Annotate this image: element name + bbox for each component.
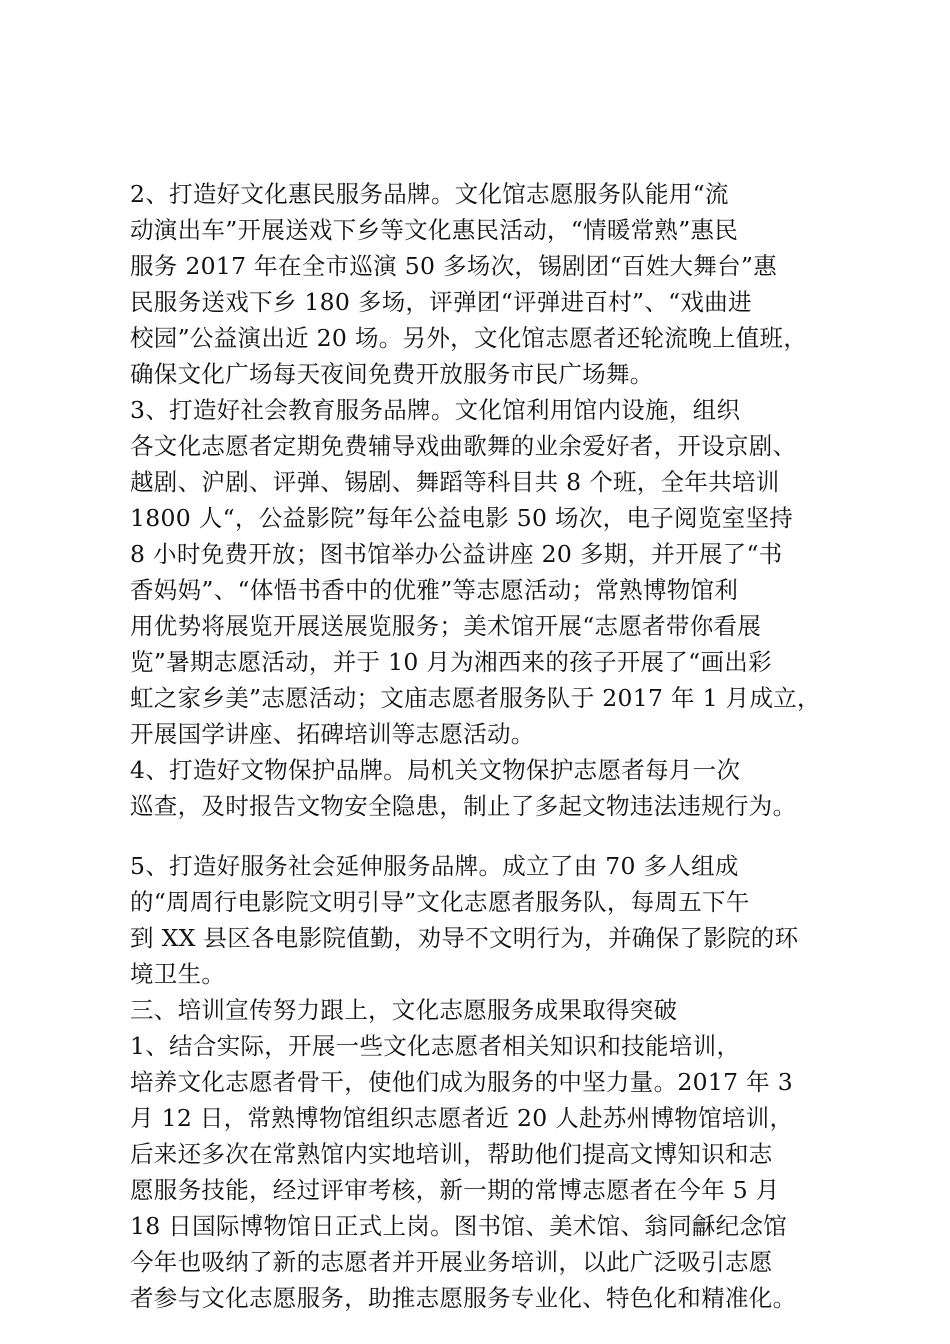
body-text-line: 的“周周行电影院文明引导”文化志愿者服务队，每周五下午 xyxy=(130,888,750,916)
body-text-line: 越剧、沪剧、评弹、锡剧、舞蹈等科目共 8 个班，全年共培训 xyxy=(130,468,780,496)
body-text-line: 8 小时免费开放；图书馆举办公益讲座 20 多期，并开展了“书 xyxy=(130,540,783,568)
body-text-line: 巡查，及时报告文物安全隐患，制止了多起文物违法违规行为。 xyxy=(130,792,797,820)
body-text-line: 3、打造好社会教育服务品牌。文化馆利用馆内设施，组织 xyxy=(130,396,741,424)
body-text-line: 愿服务技能，经过评审考核，新一期的常博志愿者在今年 5 月 xyxy=(130,1176,780,1204)
body-text-line: 虹之家乡美”志愿活动；文庙志愿者服务队于 2017 年 1 月成立， xyxy=(130,684,821,712)
body-text-line: 确保文化广场每天夜间免费开放服务市民广场舞。 xyxy=(130,360,654,388)
body-text-line: 培养文化志愿者骨干，使他们成为服务的中坚力量。2017 年 3 xyxy=(130,1068,793,1096)
body-text-line: 览”暑期志愿活动，并于 10 月为湘西来的孩子开展了“画出彩 xyxy=(130,648,772,676)
body-text-line: 1、结合实际，开展一些文化志愿者相关知识和技能培训， xyxy=(130,1032,741,1060)
body-text-line: 用优势将展览开展送展览服务；美术馆开展“志愿者带你看展 xyxy=(130,612,762,640)
body-text-line: 1800 人“，公益影院”每年公益电影 50 场次，电子阅览室坚持 xyxy=(130,504,794,532)
body-text-line: 动演出车”开展送戏下乡等文化惠民活动，“情暖常熟”惠民 xyxy=(130,216,739,244)
body-text-line: 5、打造好服务社会延伸服务品牌。成立了由 70 多人组成 xyxy=(130,852,739,880)
body-text-line: 境卫生。 xyxy=(130,960,226,988)
body-text-line: 后来还多次在常熟馆内实地培训，帮助他们提高文博知识和志 xyxy=(130,1140,773,1168)
body-text-line: 月 12 日，常熟博物馆组织志愿者近 20 人赴苏州博物馆培训， xyxy=(130,1104,794,1132)
body-text-line: 18 日国际博物馆日正式上岗。图书馆、美术馆、翁同龢纪念馆 xyxy=(130,1212,788,1240)
body-text-line: 各文化志愿者定期免费辅导戏曲歌舞的业余爱好者，开设京剧、 xyxy=(130,432,797,460)
body-text-line: 4、打造好文物保护品牌。局机关文物保护志愿者每月一次 xyxy=(130,756,741,784)
body-text-line: 2、打造好文化惠民服务品牌。文化馆志愿服务队能用“流 xyxy=(130,180,729,208)
body-text-line: 今年也吸纳了新的志愿者并开展业务培训，以此广泛吸引志愿 xyxy=(130,1248,773,1276)
body-text-line: 香妈妈”、“体悟书香中的优雅”等志愿活动；常熟博物馆利 xyxy=(130,576,739,604)
body-text-line: 服务 2017 年在全市巡演 50 多场次，锡剧团“百姓大舞台”惠 xyxy=(130,252,778,280)
body-text-line: 到 XX 县区各电影院值勤，劝导不文明行为，并确保了影院的环 xyxy=(130,924,799,952)
body-text-line: 民服务送戏下乡 180 多场，评弹团“评弹进百村”、“戏曲进 xyxy=(130,288,752,316)
section-heading: 三、培训宣传努力跟上，文化志愿服务成果取得突破 xyxy=(130,996,678,1024)
body-text-line: 开展国学讲座、拓碑培训等志愿活动。 xyxy=(130,720,535,748)
body-text-line: 者参与文化志愿服务，助推志愿服务专业化、特色化和精准化。 xyxy=(130,1284,797,1312)
body-text-line: 校园”公益演出近 20 场。另外，文化馆志愿者还轮流晚上值班， xyxy=(130,324,808,352)
